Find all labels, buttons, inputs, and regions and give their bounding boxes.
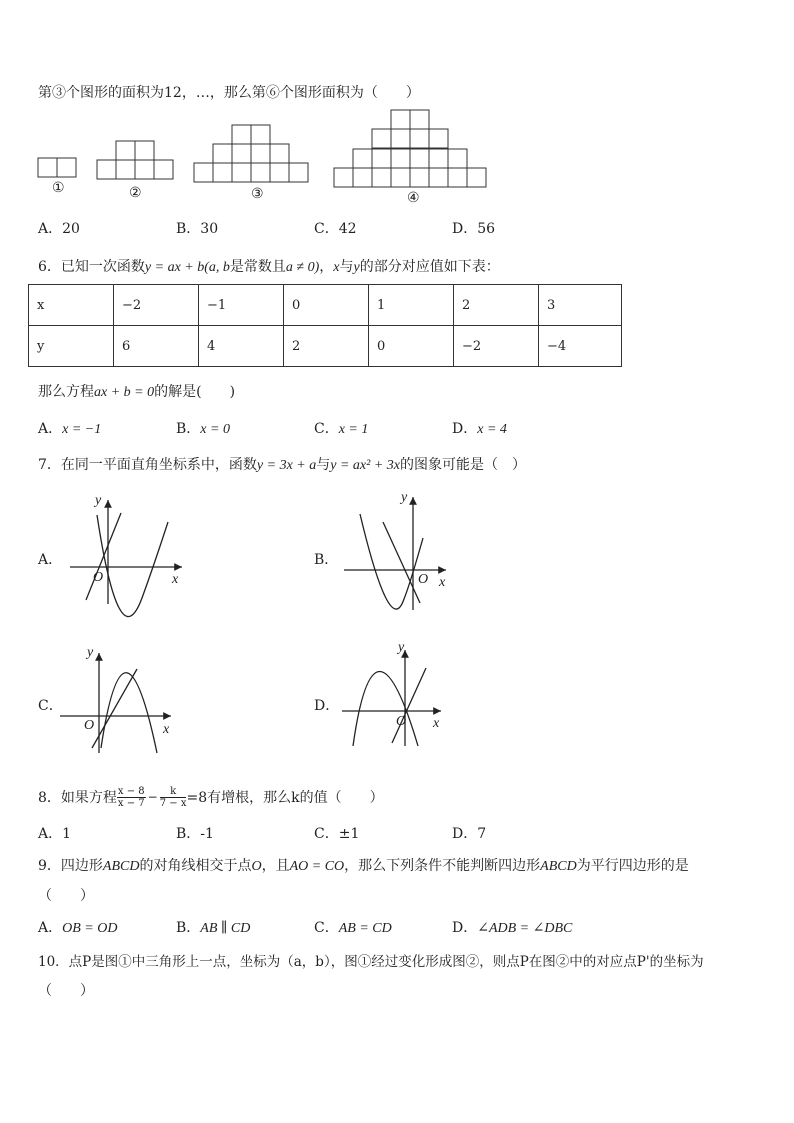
- axis-label: y: [95, 493, 102, 508]
- table-cell: 2: [454, 285, 539, 326]
- q7-option-c[interactable]: C．: [38, 698, 63, 714]
- q5-option-d[interactable]: D．56: [452, 221, 496, 237]
- figure-label-1: ①: [52, 180, 65, 196]
- q7-option-a[interactable]: A．: [38, 552, 63, 568]
- table-cell: −4: [539, 326, 622, 367]
- table-cell: 0: [284, 285, 369, 326]
- table-cell: −1: [199, 285, 284, 326]
- axis-label: x: [433, 716, 440, 731]
- q6-option-c[interactable]: C．x = 1: [314, 421, 369, 437]
- figure-label-2: ②: [129, 185, 142, 201]
- table-cell: 6: [114, 326, 199, 367]
- q8-option-d[interactable]: D．7: [452, 826, 487, 842]
- q6-option-a[interactable]: A．x = −1: [38, 421, 102, 437]
- axis-label: x: [172, 572, 179, 587]
- q9-option-a[interactable]: A．OB = OD: [38, 920, 118, 936]
- origin-label: O: [396, 714, 407, 729]
- table-cell: x: [29, 285, 114, 326]
- q7-option-d[interactable]: D．: [314, 698, 340, 714]
- q10-answer-paren: （ ）: [38, 983, 94, 999]
- table-cell: 1: [369, 285, 454, 326]
- axis-label: x: [163, 722, 170, 737]
- q10-stem: 10．点P是图①中三角形上一点，坐标为（a，b），图①经过变化形成图②，则点P在图②中的对应点P'的坐标为: [38, 954, 704, 970]
- table-cell: −2: [454, 326, 539, 367]
- graph-c: [60, 653, 171, 753]
- q8-option-b[interactable]: B．-1: [176, 826, 214, 842]
- axis-label: y: [87, 645, 94, 660]
- q5-option-b[interactable]: B．30: [176, 221, 219, 237]
- graph-b: [344, 497, 446, 610]
- axis-label: y: [398, 640, 405, 655]
- axis-label: y: [401, 490, 408, 505]
- origin-label: O: [418, 572, 429, 587]
- q8-option-a[interactable]: A．1: [38, 826, 72, 842]
- q6-option-b[interactable]: B．x = 0: [176, 421, 230, 437]
- q9-answer-paren: （ ）: [38, 888, 94, 904]
- q5-intro: 第③个图形的面积为12，…，那么第⑥个图形面积为（ ）: [38, 85, 420, 101]
- q5-option-c[interactable]: C．42: [314, 221, 357, 237]
- figure-label-3: ③: [251, 186, 264, 202]
- table-cell: 2: [284, 326, 369, 367]
- fraction-1: $\frac{x - 8}{x - 7}$: [117, 785, 145, 809]
- q7-stem: 7．在同一平面直角坐标系中，函数y = 3x + a与y = ax² + 3x的图象可能是（ ）: [38, 457, 526, 473]
- q9-option-d[interactable]: D．∠ADB = ∠DBC: [452, 920, 573, 936]
- table-cell: 4: [199, 326, 284, 367]
- q6-stem: 6．已知一次函数y = ax + b(a, b是常数且a ≠ 0)，x与y的部分对应值如下表：: [38, 259, 500, 275]
- q6-option-d[interactable]: D．x = 4: [452, 421, 507, 437]
- table-cell: 3: [539, 285, 622, 326]
- q5-option-a[interactable]: A．20: [38, 221, 80, 237]
- q6-equation: 那么方程ax + b = 0的解是( ): [38, 384, 236, 400]
- table-cell: −2: [114, 285, 199, 326]
- fraction-2: $\frac{k}{7 - x}$: [159, 785, 187, 809]
- q9-stem: 9．四边形ABCD的对角线相交于点O，且AO = CO，那么下列条件不能判断四边形ABCD为平行四边形的是: [38, 858, 689, 874]
- origin-label: O: [84, 718, 95, 733]
- q8-option-c[interactable]: C．±1: [314, 826, 360, 842]
- q9-option-b[interactable]: B．AB ∥ CD: [176, 920, 251, 936]
- q7-option-b[interactable]: B．: [314, 552, 339, 568]
- table-cell: 0: [369, 326, 454, 367]
- figure-label-4: ④: [407, 190, 420, 206]
- table-cell: y: [29, 326, 114, 367]
- q8-stem: 8．如果方程 $\frac{x - 8}{x - 7}$ − $\frac{k}{7 - x}$ =8有增根，那么k的值（ ）: [38, 785, 384, 809]
- graph-a: [70, 500, 182, 617]
- q9-option-c[interactable]: C．AB = CD: [314, 920, 392, 936]
- axis-label: x: [439, 575, 446, 590]
- graph-d: [342, 650, 441, 746]
- origin-label: O: [93, 570, 104, 585]
